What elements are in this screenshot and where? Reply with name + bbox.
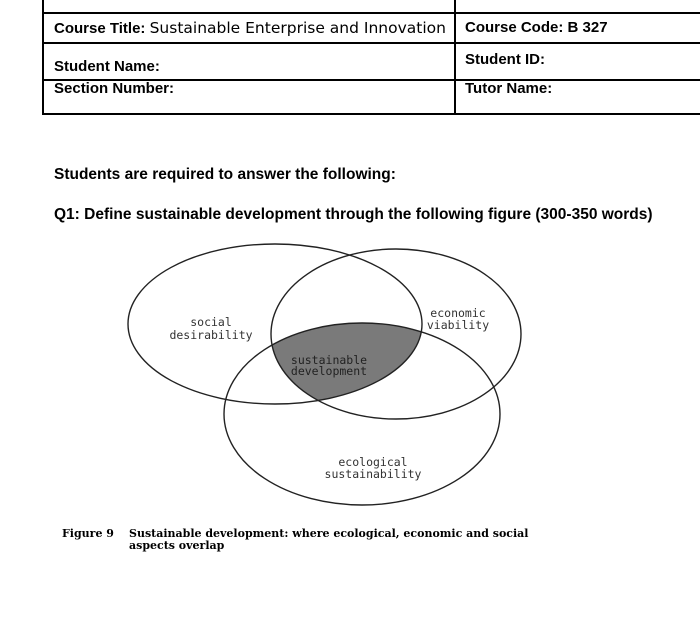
ecological-label-line2: sustainability (324, 467, 422, 481)
tutor-name-label: Tutor Name: (465, 80, 553, 97)
course-code: Course Code: B 327 (465, 19, 608, 36)
instructions-text: Students are required to answer the following: (54, 166, 396, 183)
student-id-label: Student ID: (465, 51, 545, 68)
social-label-line2: desirability (169, 328, 253, 342)
question-text: Q1: Define sustainable development through the following figure (300-350 words) (54, 206, 653, 223)
course-title-value: Sustainable Enterprise and Innovation (149, 19, 446, 37)
student-name-label: Student Name: (54, 58, 160, 75)
sustainable-development-overlap (271, 249, 521, 419)
economic-label-line1: economic (430, 306, 486, 320)
caption-text: Sustainable development: where ecological, economic and social aspects overlap (129, 527, 529, 552)
section-number-label: Section Number: (54, 80, 175, 97)
center-label-line2: development (290, 364, 368, 378)
figure-caption (62, 528, 562, 552)
caption-number: Figure 9 (62, 527, 114, 540)
economic-label-line2: viability (426, 318, 490, 332)
course-title-label: Course Title: (54, 20, 146, 37)
social-label-line1: social (190, 315, 232, 329)
ecological-label-line1: ecological (338, 455, 408, 469)
center-label-line1: sustainable (290, 353, 368, 367)
